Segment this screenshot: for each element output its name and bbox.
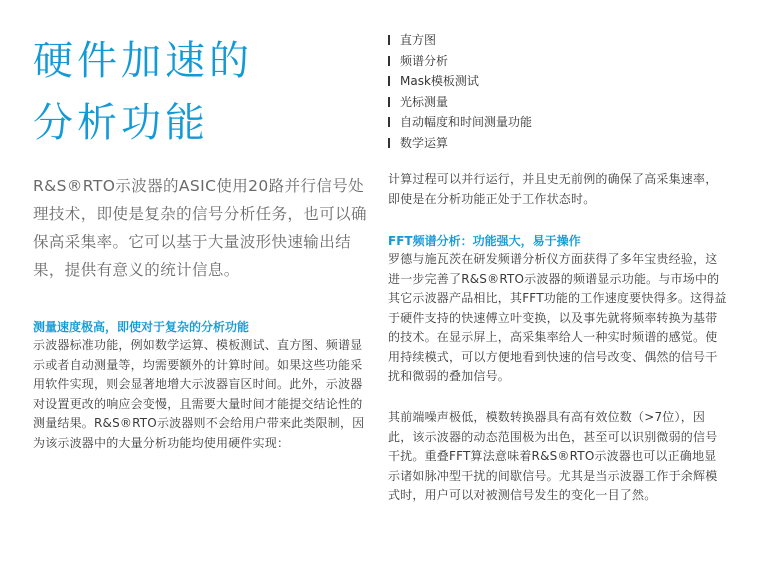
fft-heading: FFT频谱分析：功能强大，易于操作 (388, 234, 581, 248)
list-item-label: 频谱分析 (400, 53, 449, 68)
title-line-2: 分析功能 (33, 100, 209, 146)
bullet-marker (388, 35, 390, 45)
measurement-speed-heading: 测量速度极高，即使对于复杂的分析功能 (33, 320, 250, 334)
list-item (388, 71, 728, 92)
analysis-functions-list (388, 30, 728, 153)
title-line-1: 硬件加速的 (33, 38, 253, 84)
list-item-label: 直方图 (400, 33, 437, 47)
list-item-label: Mask模板测试 (400, 74, 479, 88)
list-item-label: 数学运算 (400, 135, 449, 150)
low-noise-paragraph: 其前端噪声极低，模数转换器具有高有效位数（>7位），因此，该示波器的动态范围极为出色，甚至可以识别微弱的信号干扰。重叠FFT算法意味着R&S®RTO示波器也可以正确地显示诸如脉冲型干扰的间歇信号。尤其是当示波器工作于余辉模式时，用户可以对被测信号发生的变化一目了然。 (388, 410, 718, 502)
list-item-label: 自动幅度和时间测量功能 (400, 115, 533, 129)
right-column (388, 30, 728, 502)
list-item (388, 133, 728, 154)
list-item (388, 112, 728, 133)
list-item-label: 光标测量 (400, 94, 449, 109)
bullet-marker (388, 138, 390, 148)
page-title (33, 30, 373, 154)
measurement-speed-section (33, 318, 373, 453)
bullet-marker (388, 97, 390, 107)
bullet-marker (388, 76, 390, 86)
list-item (388, 92, 728, 113)
parallel-computation-paragraph: 计算过程可以并行运行，并且史无前例的确保了高采集速率，即使是在分析功能正处于工作状态时。 (388, 172, 718, 206)
measurement-speed-body: 示波器标准功能，例如数学运算、模板测试、直方图、频谱显示或者自动测量等，均需要额外的计算时间。如果这些功能采用软件实现，则会显著地增大示波器盲区时间。此外，示波器对设置更改的响应会变慢，且需要大量时间才能提交结论性的测量结果。R&S®RTO示波器则不会给用户带来此类限制，因为该示波器中的大量分析功能均使用硬件实现： (33, 338, 365, 450)
bullet-marker (388, 117, 390, 127)
fft-section (388, 232, 728, 387)
list-item (388, 51, 728, 72)
list-item (388, 30, 728, 51)
bullet-marker (388, 56, 390, 66)
intro-paragraph: R&S®RTO示波器的ASIC使用20路并行信号处理技术，即使是复杂的信号分析任务，也可以确保高采集率。它可以基于大量波形快速输出结果，提供有意义的统计信息。 (33, 177, 367, 279)
fft-body: 罗德与施瓦茨在研发频谱分析仪方面获得了多年宝贵经验，这进一步完善了R&S®RTO示波器的频谱显示功能。与市场中的其它示波器产品相比，其FFT功能的工作速度要快得多。这得益于硬件支持的快速傅立叶变换，以及事先就将频率转换为基带的技术。在显示屏上，高采集率给人一种实时频谱的感觉。使用持续模式，可以方便地看到快速的信号改变、偶然的信号干扰和微弱的叠加信号。 (388, 252, 727, 383)
left-column (33, 30, 373, 450)
